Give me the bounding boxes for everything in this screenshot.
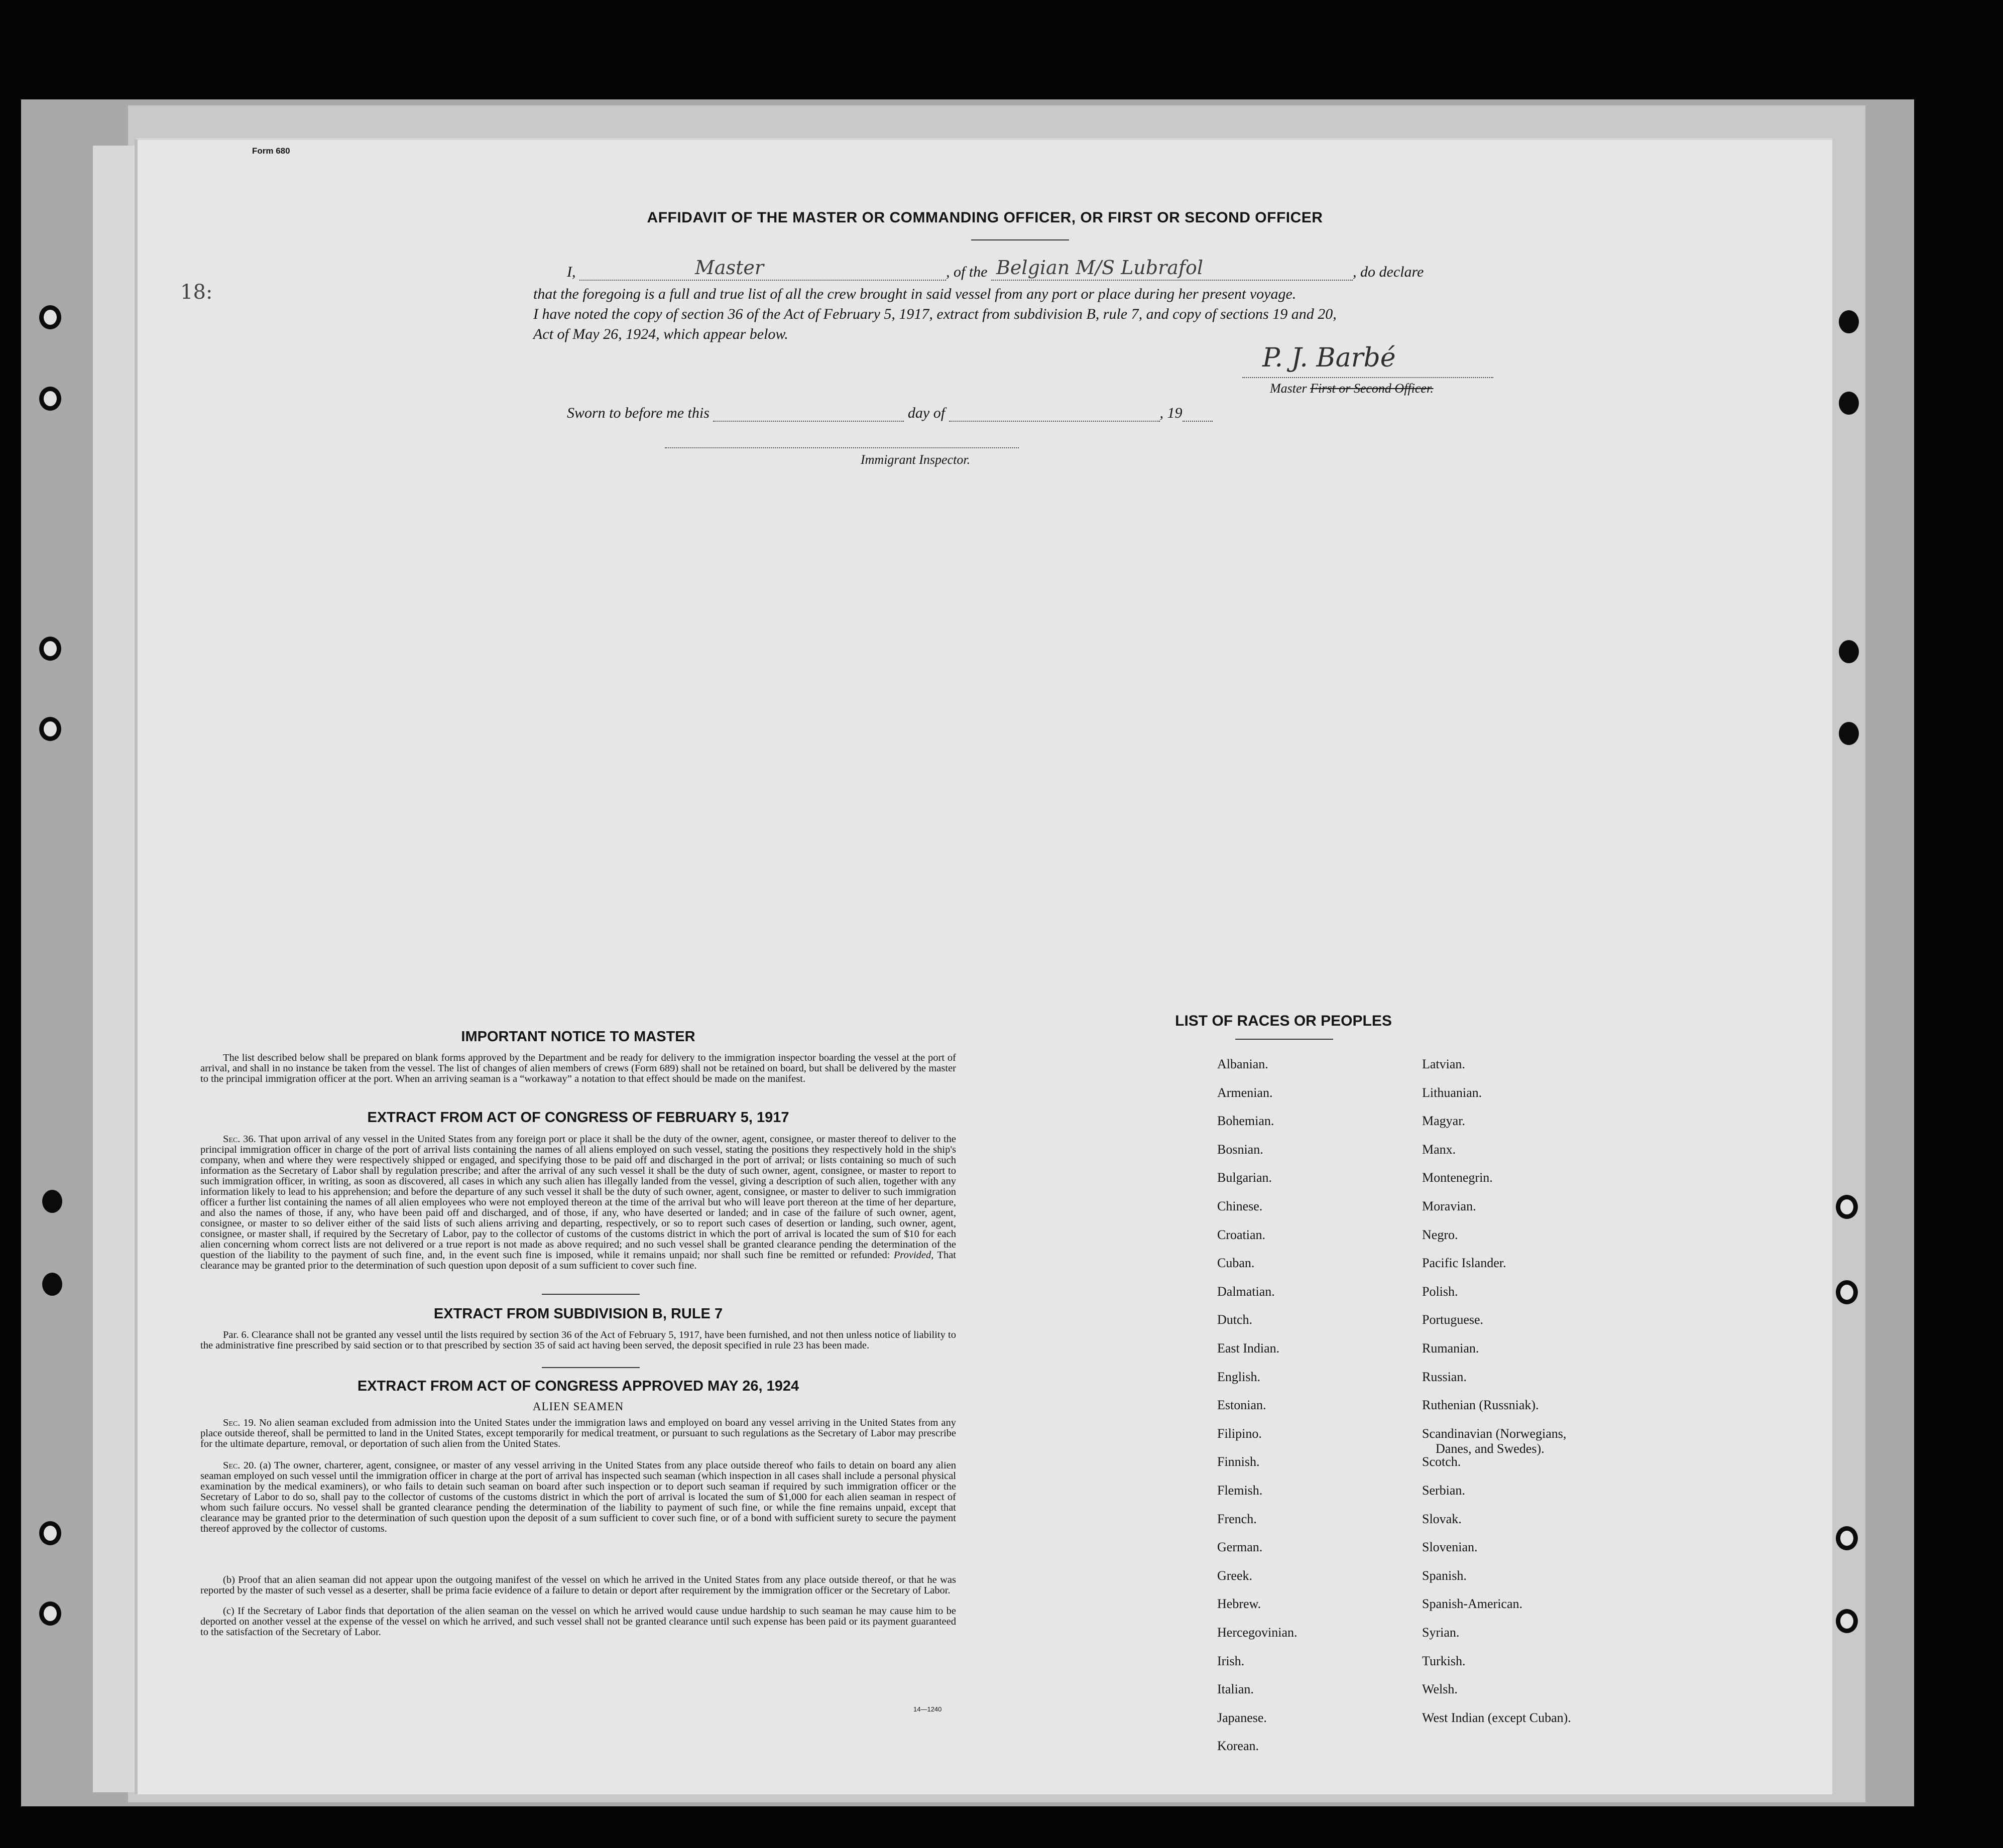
extract-1917-text: [200, 1134, 956, 1271]
pronoun-label: I,: [567, 264, 576, 280]
race-item: Turkish.: [1422, 1653, 1466, 1668]
section-19-text: [200, 1418, 956, 1449]
binder-hole: [1839, 392, 1859, 415]
master-signature-field[interactable]: [1242, 343, 1493, 381]
binder-hole: [42, 1273, 62, 1296]
race-item: Moravian.: [1422, 1199, 1476, 1213]
section-36-text: That upon arrival of any vessel in the United States from any foreign port or place it shall be the duty of the owner, agent, consignee, or master thereof to deliver to the principal immigration officer in charge of the port of arrival lists containing the names of all aliens employed on such vessel, stating the positions they respectively hold in the ship's company, when and where they were respectively shipped or engaged, and specifying those to be paid off and discharged in the port of arrival; or lists containing so much of such information as the Secretary of Labor shall by regulation prescribe; and after the arrival of any such vessel it shall be the duty of such owner, agent, consignee, or master to report to such immigration officer, in writing, as soon as discovered, all cases in which any such alien has illegally landed from the vessel, giving a description of such alien, together with any information likely to lead to his apprehension; and before the departure of any such vessel it shall be the duty of such owner, agent, consignee, or master to deliver to such immigration officer a further list containing the names of all alien employees who were not employed thereon at the time of the arrival but who will leave port thereon at the time of her departure, and also the names of those, if any, who have been paid off and discharged, and of those, if any, who have deserted or landed; and in case of the failure of such owner, agent, consignee, or master to so deliver either of the said lists of such aliens arriving and departing, respectively, or so to report such cases of desertion or landing, such owner, agent, consignee, or master shall, if required by the Secretary of Labor, pay to the collector of customs of the customs district in which the port of arrival is located the sum of $10 for each alien concerning whom correct lists are not delivered or a true report is not made as above required; and no such vessel shall be granted clearance pending the determination of the question of the liability to the payment of such fine, and, in the event such fine is imposed, while it remains unpaid; nor shall such fine be remitted or refunded:: [200, 1134, 957, 1261]
section-label: Sec. 36.: [223, 1134, 256, 1145]
proviso-text: That clearance may be granted prior to the determination of such question upon deposit of a sum sufficient to cover such fine.: [200, 1250, 956, 1271]
sworn-year-field[interactable]: [1183, 407, 1213, 422]
race-item: Irish.: [1217, 1653, 1245, 1668]
race-item: Dalmatian.: [1217, 1284, 1275, 1299]
sworn-day-field[interactable]: [713, 407, 904, 422]
race-item: Greek.: [1217, 1568, 1253, 1583]
section-19-body: No alien seaman excluded from admission into the United States under the immigration laws and employed on board any vessel arriving in the United States from any place outside thereof, shall be permitted to land in the United States, except temporarily for medical treatment, or pursuant to such regulations as the Secretary of Labor may prescribe for the ultimate departure, removal, or deportation of such alien from the United States.: [200, 1417, 957, 1449]
binder-hole: [39, 717, 61, 741]
race-item: Latvian.: [1422, 1057, 1465, 1071]
binder-hole: [1836, 1280, 1858, 1304]
section-20b-text: (b) Proof that an alien seaman did not appear upon the outgoing manifest of the vessel on which he arrived in the United States from any place outside thereof, or that he was reported by the master of such vessel as a deserter, shall be prima facie evidence of a failure to detain or deport after requirement by the immigration officer or the Secretary of Labor.: [200, 1574, 956, 1596]
race-item: Danes, and Swedes).: [1436, 1441, 1545, 1456]
master-signature: P. J. Barbé: [1262, 343, 1396, 373]
inspector-caption: Immigrant Inspector.: [861, 452, 971, 467]
notice-text: The list described below shall be prepared on blank forms approved by the Department and be ready for delivery to the immigration inspector boarding the vessel at the port of arrival, and shall in no instance be taken from the vessel. The list of changes of alien members of crews (Form 689) shall not be retained on board, but shall be delivered by the master to the principal immigration officer at the port. When an arriving seaman is a “workaway” a notation to that effect should be made on the manifest.: [200, 1052, 956, 1084]
race-item: Manx.: [1422, 1142, 1456, 1157]
sworn-month-field[interactable]: [949, 407, 1160, 422]
signature-line: [1242, 377, 1493, 378]
binder-hole: [1839, 722, 1859, 745]
section-20a-body: (a) The owner, charterer, agent, consignee, or master of any vessel arriving in the United States from any place outside thereof who fails to detain on board any alien seaman employed on such vessel until the immigration officer in charge at the port of arrival has inspected such seaman (which inspection in all cases shall include a personal physical examination by the medical examiners), or who fails to detain such seaman on board after such inspection or to deport such seaman if required by such immigration officer or the Secretary of Labor to do so, shall pay to the collector of customs of the customs district in which the port of arrival is located the sum of $1,000 for each alien seaman in respect of whom such failure occurs. No vessel shall be granted clearance pending the determination of the liability to payment of such fine, or while the fine remains unpaid, except that clearance may be granted prior to the determination of such question upon the deposit of a sum sufficient to cover such fine, or of a bond with sufficient surety to secure the payment thereof approved by the collector of customs.: [200, 1460, 957, 1534]
race-item: Finnish.: [1217, 1454, 1260, 1469]
inspector-signature-line[interactable]: [665, 447, 1019, 448]
race-item: Bohemian.: [1217, 1114, 1274, 1129]
race-item: Hercegovinian.: [1217, 1625, 1298, 1640]
race-item: West Indian (except Cuban).: [1422, 1710, 1571, 1725]
signature-caption: [1270, 381, 1434, 396]
margin-annotation: 18:: [180, 281, 213, 304]
race-item: Hebrew.: [1217, 1596, 1261, 1612]
race-item: Slovak.: [1422, 1511, 1462, 1526]
race-item: Slovenian.: [1422, 1540, 1478, 1555]
binder-hole: [1836, 1526, 1858, 1550]
race-item: East Indian.: [1217, 1341, 1280, 1356]
section-divider: [542, 1367, 640, 1368]
race-item: Lithuanian.: [1422, 1085, 1482, 1100]
title-divider: [971, 239, 1069, 240]
declare-label: , do declare: [1353, 264, 1424, 280]
race-item: Italian.: [1217, 1682, 1254, 1697]
race-item: Polish.: [1422, 1284, 1458, 1299]
vessel-name-field[interactable]: [991, 257, 1353, 281]
sworn-label: Sworn to before me this: [567, 405, 710, 421]
of-the-label: , of the: [946, 264, 988, 280]
race-item: Russian.: [1422, 1369, 1467, 1384]
binder-hole: [39, 1601, 61, 1626]
sworn-line: [567, 405, 1213, 422]
race-item: Albanian.: [1217, 1057, 1268, 1071]
binder-hole: [39, 305, 61, 329]
officer-title-field[interactable]: [579, 257, 946, 281]
race-item: Flemish.: [1217, 1483, 1263, 1498]
binder-hole: [39, 637, 61, 661]
form-page: [135, 138, 1832, 1794]
form-number: Form 680: [252, 146, 290, 156]
print-code: 14—1240: [913, 1705, 942, 1713]
affidavit-title: AFFIDAVIT OF THE MASTER OR COMMANDING OFFICER, OR FIRST OR SECOND OFFICER: [647, 209, 1323, 226]
race-item: Estonian.: [1217, 1398, 1266, 1413]
race-item: Japanese.: [1217, 1710, 1267, 1725]
binder-hole: [1839, 310, 1859, 333]
binder-hole: [39, 1521, 61, 1545]
alien-seamen-subtitle: ALIEN SEAMEN: [532, 1400, 624, 1413]
year-label: , 19: [1159, 405, 1183, 421]
race-item: Scotch.: [1422, 1454, 1461, 1469]
binder-hole: [1839, 640, 1859, 663]
race-item: Bulgarian.: [1217, 1170, 1272, 1185]
extract-1924-title: EXTRACT FROM ACT OF CONGRESS APPROVED MAY 26, 1924: [357, 1378, 799, 1394]
race-item: Montenegrin.: [1422, 1170, 1493, 1185]
section-label: Sec. 20.: [223, 1460, 257, 1471]
race-item: Spanish.: [1422, 1568, 1467, 1583]
race-item: French.: [1217, 1511, 1257, 1526]
section-20a-text: [200, 1460, 956, 1534]
binding-edge: [93, 146, 137, 1792]
section-divider: [542, 1294, 640, 1295]
race-item: Welsh.: [1422, 1682, 1458, 1697]
race-item: Cuban.: [1217, 1256, 1255, 1271]
race-item: Bosnian.: [1217, 1142, 1263, 1157]
rule-7-title: EXTRACT FROM SUBDIVISION B, RULE 7: [433, 1306, 723, 1322]
section-label: Sec. 19.: [223, 1417, 257, 1428]
notice-title: IMPORTANT NOTICE TO MASTER: [461, 1029, 695, 1045]
vessel-name-handwriting: Belgian M/S Lubrafol: [996, 257, 1204, 279]
section-20c-text: (c) If the Secretary of Labor finds that deportation of the alien seaman on the vessel on which he arrived would cause undue hardship to such seaman he may cause him to be deported on another vessel at the expense of the vessel on which he arrived, and such vessel shall not be granted clearance until such expense has been paid or its payment guaranteed to the satisfaction of the Secretary of Labor.: [200, 1606, 956, 1638]
race-item: Ruthenian (Russniak).: [1422, 1398, 1539, 1413]
binder-hole: [1836, 1609, 1858, 1633]
race-item: Dutch.: [1217, 1312, 1253, 1327]
race-item: Armenian.: [1217, 1085, 1273, 1100]
extract-1917-title: EXTRACT FROM ACT OF CONGRESS OF FEBRUARY 5, 1917: [367, 1110, 789, 1126]
race-item: Scandinavian (Norwegians,: [1422, 1426, 1567, 1441]
binder-hole: [39, 387, 61, 411]
race-item: Negro.: [1422, 1227, 1458, 1242]
binder-hole: [42, 1190, 62, 1213]
race-item: Filipino.: [1217, 1426, 1262, 1441]
declaration-line-3: I have noted the copy of section 36 of the Act of February 5, 1917, extract from subdivision B, rule 7, and copy of sections 19 and 20,: [533, 306, 1337, 322]
races-list-title: LIST OF RACES OR PEOPLES: [1175, 1013, 1392, 1029]
race-item: Portuguese.: [1422, 1312, 1484, 1327]
race-item: Croatian.: [1217, 1227, 1266, 1242]
race-item: German.: [1217, 1540, 1263, 1555]
binder-hole: [1836, 1195, 1858, 1219]
race-item: Pacific Islander.: [1422, 1256, 1506, 1271]
race-item: Chinese.: [1217, 1199, 1263, 1213]
officer-title-handwriting: Master: [695, 257, 764, 279]
proviso-label: Provided,: [893, 1250, 934, 1261]
race-item: Korean.: [1217, 1739, 1259, 1754]
signature-caption-master: Master: [1270, 381, 1307, 396]
day-of-label: day of: [907, 405, 946, 421]
race-item: English.: [1217, 1369, 1260, 1384]
race-item: Syrian.: [1422, 1625, 1460, 1640]
race-item: Rumanian.: [1422, 1341, 1479, 1356]
declaration-line-1: [567, 257, 1424, 281]
declaration-line-4: Act of May 26, 1924, which appear below.: [533, 326, 788, 342]
signature-caption-struck: First or Second Officer.: [1310, 381, 1434, 396]
races-title-divider: [1235, 1039, 1333, 1040]
race-item: Spanish-American.: [1422, 1596, 1523, 1612]
race-item: Magyar.: [1422, 1114, 1465, 1129]
race-item: Serbian.: [1422, 1483, 1465, 1498]
rule-7-text: Par. 6. Clearance shall not be granted any vessel until the lists required by section 36 of the Act of February 5, 1917, have been furnished, and not then unless notice of liability to the administrative fine prescribed by said section or to that prescribed by section 35 of said act having been served, the deposit specified in rule 23 has been made.: [200, 1329, 956, 1351]
declaration-line-2: that the foregoing is a full and true list of all the crew brought in said vessel from any port or place during her present voyage.: [533, 286, 1297, 302]
